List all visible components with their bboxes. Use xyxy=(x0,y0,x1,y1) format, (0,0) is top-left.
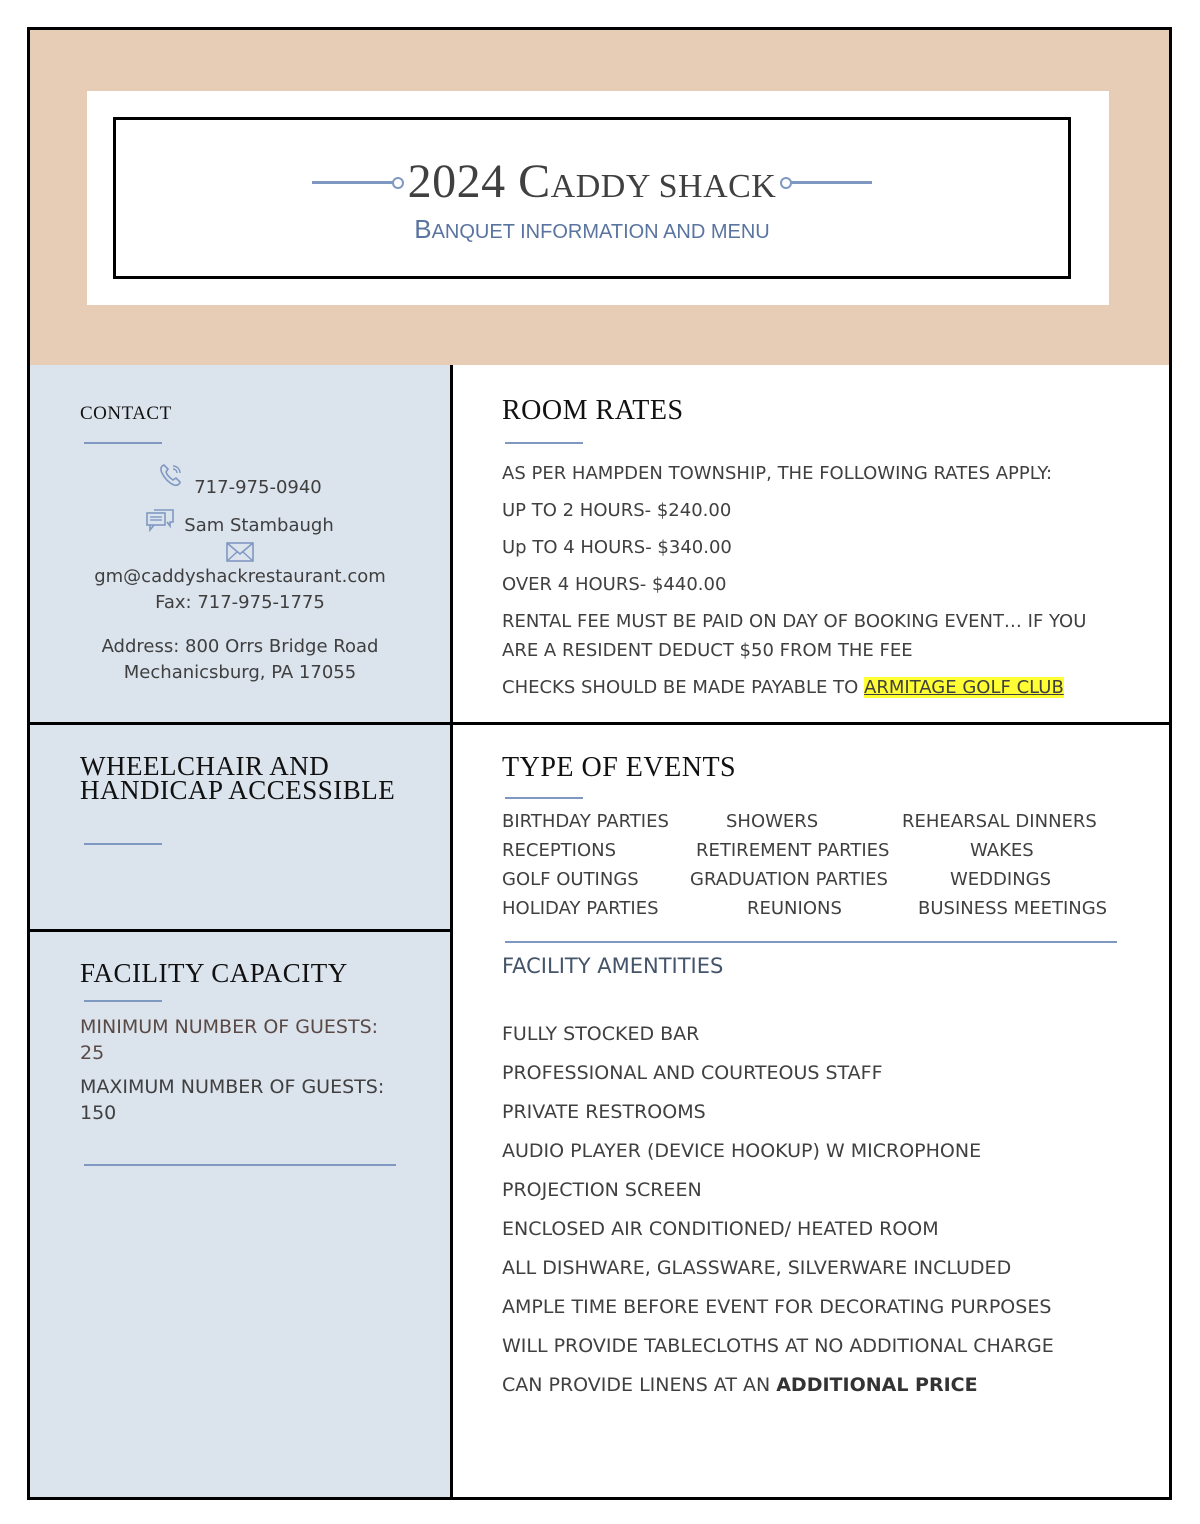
contact-person-row xyxy=(30,498,450,536)
events-row xyxy=(502,840,1132,869)
amenity-item: WILL PROVIDE TABLECLOTHS AT NO ADDITIONAL CHARGE xyxy=(502,1335,1054,1357)
checks-payee-link[interactable]: ARMITAGE GOLF CLUB xyxy=(864,677,1064,698)
title-ornament-right xyxy=(790,181,872,184)
event-item: GRADUATION PARTIES xyxy=(690,869,888,890)
accessibility-section xyxy=(30,725,450,932)
title-initial: C xyxy=(518,155,551,208)
checks-prefix: CHECKS SHOULD BE MADE PAYABLE TO xyxy=(502,677,865,698)
accessibility-title: WHEELCHAIR AND HANDICAP ACCESSIBLE xyxy=(80,751,396,805)
contact-fax: Fax: 717-975-1775 xyxy=(155,592,325,613)
amenity-last-bold: ADDITIONAL PRICE xyxy=(776,1374,978,1396)
capacity-min-label: MINIMUM NUMBER OF GUESTS: xyxy=(80,1016,379,1038)
title-ornament-left xyxy=(312,181,394,184)
event-item: REHEARSAL DINNERS xyxy=(902,811,1097,832)
event-item: WAKES xyxy=(970,840,1034,861)
amenities-list xyxy=(502,1015,1152,1405)
capacity-title: FACILITY CAPACITY xyxy=(80,958,348,988)
rental-fee-note: RENTAL FEE MUST BE PAID ON DAY OF BOOKING EVENT… IF YOU ARE A RESIDENT DEDUCT $50 FROM THE FEE xyxy=(502,611,1087,661)
contact-email[interactable]: gm@caddyshackrestaurant.com xyxy=(94,566,386,587)
capacity-maximum xyxy=(80,1074,420,1126)
rates-intro: AS PER HAMPDEN TOWNSHIP, THE FOLLOWING RATES APPLY: xyxy=(502,463,1053,484)
events-title: TYPE OF EVENTS xyxy=(502,752,737,783)
title-row xyxy=(116,155,1068,208)
amenity-item-last xyxy=(502,1366,1152,1405)
room-rates-list xyxy=(502,459,1142,702)
left-column xyxy=(30,365,453,1497)
chat-icon xyxy=(146,508,174,532)
event-item: REUNIONS xyxy=(747,898,842,919)
amenity-item: FULLY STOCKED BAR xyxy=(502,1023,700,1045)
rate-item: OVER 4 HOURS- $440.00 xyxy=(502,574,727,595)
capacity-min-value: 25 xyxy=(80,1042,105,1064)
event-item: RECEPTIONS xyxy=(502,840,617,861)
envelope-icon xyxy=(226,542,254,562)
title-rest: ADDY SHACK xyxy=(550,168,777,205)
event-item: HOLIDAY PARTIES xyxy=(502,898,659,919)
contact-details xyxy=(30,460,450,686)
right-column xyxy=(453,365,1169,1497)
room-rates-title: ROOM RATES xyxy=(502,395,684,426)
contact-email-icon-row xyxy=(30,536,450,562)
header-title-box xyxy=(113,117,1071,279)
amenity-item: ENCLOSED AIR CONDITIONED/ HEATED ROOM xyxy=(502,1218,939,1240)
event-item: WEDDINGS xyxy=(950,869,1052,890)
flyer-page xyxy=(27,27,1172,1500)
amenity-item: PROFESSIONAL AND COURTEOUS STAFF xyxy=(502,1062,883,1084)
amenity-item: ALL DISHWARE, GLASSWARE, SILVERWARE INCLUDED xyxy=(502,1257,1012,1279)
rate-item: UP TO 2 HOURS- $240.00 xyxy=(502,500,732,521)
capacity-divider xyxy=(84,1164,396,1166)
event-item: BIRTHDAY PARTIES xyxy=(502,811,669,832)
amenity-item: PROJECTION SCREEN xyxy=(502,1179,702,1201)
contact-accent-line xyxy=(84,442,162,444)
event-item: RETIREMENT PARTIES xyxy=(696,840,890,861)
contact-person: Sam Stambaugh xyxy=(184,515,334,536)
amenity-item: AMPLE TIME BEFORE EVENT FOR DECORATING PURPOSES xyxy=(502,1296,1052,1318)
page-subtitle xyxy=(116,216,1068,242)
events-divider xyxy=(505,941,1117,943)
amenity-item: PRIVATE RESTROOMS xyxy=(502,1101,706,1123)
accessibility-accent-line xyxy=(84,843,162,845)
title-year: 2024 xyxy=(407,155,506,208)
amenity-last-prefix: CAN PROVIDE LINENS AT AN xyxy=(502,1374,777,1396)
events-accent-line xyxy=(505,797,583,799)
contact-address-line2: Mechanicsburg, PA 17055 xyxy=(123,662,357,683)
event-item: BUSINESS MEETINGS xyxy=(918,898,1108,919)
capacity-max-label: MAXIMUM NUMBER OF GUESTS: xyxy=(80,1076,385,1098)
event-item: GOLF OUTINGS xyxy=(502,869,639,890)
phone-icon xyxy=(158,462,184,488)
room-rates-section xyxy=(453,365,1169,725)
subtitle-initial: B xyxy=(414,214,432,244)
contact-phone[interactable]: 717-975-0940 xyxy=(194,477,322,498)
checks-note xyxy=(502,673,1142,702)
events-row xyxy=(502,811,1132,840)
header-banner xyxy=(30,30,1169,368)
event-item: SHOWERS xyxy=(726,811,819,832)
contact-address-line1: Address: 800 Orrs Bridge Road xyxy=(101,636,379,657)
contact-phone-row xyxy=(30,460,450,498)
page-title xyxy=(407,155,777,208)
capacity-accent-line xyxy=(84,1000,162,1002)
capacity-max-value: 150 xyxy=(80,1102,117,1124)
events-grid xyxy=(502,811,1132,927)
rate-item: Up TO 4 HOURS- $340.00 xyxy=(502,537,732,558)
room-rates-accent-line xyxy=(505,442,583,444)
header-white-panel xyxy=(87,91,1109,305)
subtitle-rest: ANQUET INFORMATION AND MENU xyxy=(431,221,770,243)
amenity-item: AUDIO PLAYER (DEVICE HOOKUP) W MICROPHONE xyxy=(502,1140,982,1162)
capacity-minimum xyxy=(80,1014,420,1066)
contact-section xyxy=(30,365,450,725)
events-row xyxy=(502,898,1132,927)
amenities-title: FACILITY AMENTITIES xyxy=(502,954,724,978)
contact-title: CONTACT xyxy=(80,403,172,424)
events-row xyxy=(502,869,1132,898)
